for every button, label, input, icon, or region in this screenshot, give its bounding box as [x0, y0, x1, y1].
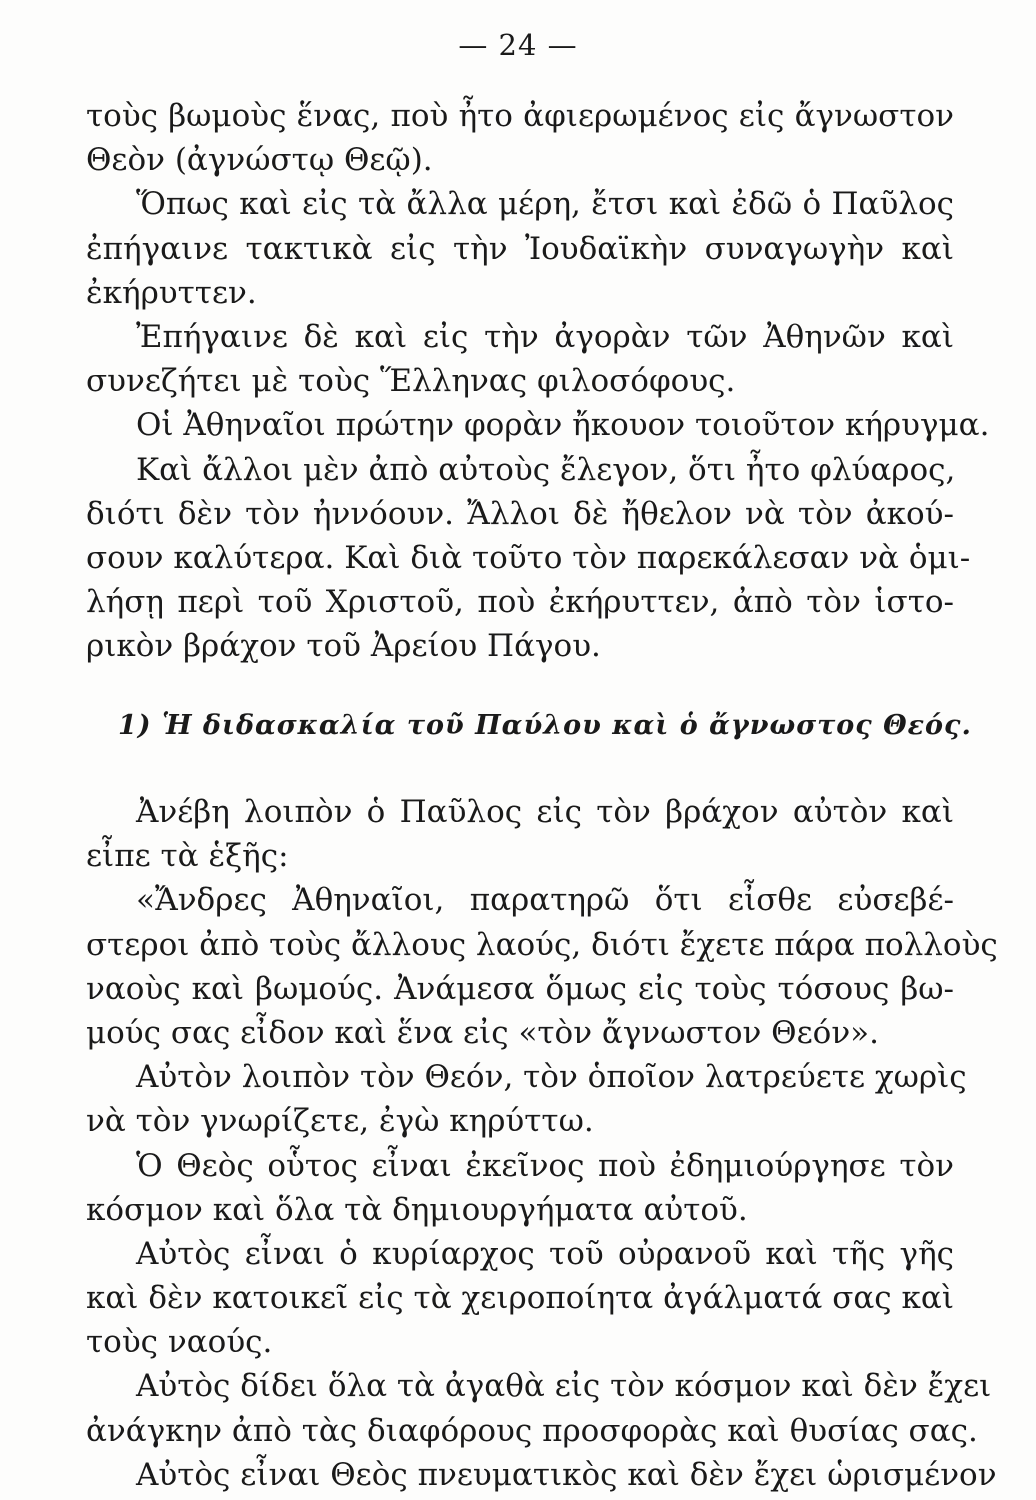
text-line: καὶ δὲν κατοικεῖ εἰς τὰ χειροποίητα ἀγάλματά σας καὶ [86, 1280, 954, 1317]
text-line: Ὅπως καὶ εἰς τὰ ἄλλα μέρη, ἔτσι καὶ ἐδῶ ὁ Παῦλος [136, 186, 954, 223]
text-line: μούς σας εἶδον καὶ ἕνα εἰς «τὸν ἄγνωστον Θεόν». [86, 1014, 879, 1051]
text-line: ρικὸν βράχον τοῦ Ἀρείου Πάγου. [86, 628, 601, 665]
text-line: τοὺς ναούς. [86, 1324, 273, 1361]
page-number: — 24 — [458, 28, 578, 62]
text-line: στεροι ἀπὸ τοὺς ἄλλους λαούς, διότι ἔχετε πάρα πολλοὺς [86, 926, 998, 963]
body-text-top [86, 94, 990, 668]
text-line: συνεζήτει μὲ τοὺς Ἕλληνας φιλοσόφους. [86, 363, 736, 400]
text-line: ἀνάγκην ἀπὸ τὰς διαφόρους προσφορὰς καὶ θυσίας σας. [86, 1412, 978, 1449]
text-line: τοὺς βωμοὺς ἕνας, ποὺ ἦτο ἀφιερωμένος εἰς ἄγνωστον [86, 98, 954, 134]
text-line: Αὐτὸς εἶναι Θεὸς πνευματικὸς καὶ δὲν ἔχει ὡρισμένον [136, 1456, 997, 1493]
text-line: Αὐτὸς εἶναι ὁ κυρίαρχος τοῦ οὐρανοῦ καὶ τῆς γῆς [136, 1235, 954, 1272]
text-line: ἐπήγαινε τακτικὰ εἰς τὴν Ἰουδαϊκὴν συναγωγὴν καὶ [86, 230, 954, 267]
text-line: λήσῃ περὶ τοῦ Χριστοῦ, ποὺ ἐκήρυττεν, ἀπὸ τὸν ἱστο- [86, 584, 954, 621]
text-line: Θεὸν (ἀγνώστῳ Θεῷ). [86, 142, 433, 179]
text-line: νὰ τὸν γνωρίζετε, ἐγὼ κηρύττω. [86, 1103, 594, 1140]
text-line: ἐκήρυττεν. [86, 274, 257, 311]
text-line: «Ἄνδρες Ἀθηναῖοι, παρατηρῶ ὅτι εἶσθε εὐσεβέ- [136, 882, 954, 919]
text-line: εἶπε τὰ ἑξῆς: [86, 838, 289, 875]
text-line: διότι δὲν τὸν ἠννόουν. Ἄλλοι δὲ ἤθελον νὰ τὸν ἀκού- [86, 495, 954, 532]
body-text-bottom [86, 790, 998, 1497]
text-line: κόσμον καὶ ὅλα τὰ δημιουργήματα αὐτοῦ. [86, 1191, 748, 1228]
text-line: Οἱ Ἀθηναῖοι πρώτην φορὰν ἤκουον τοιοῦτον κήρυγμα. [136, 407, 990, 444]
text-line: Ἐπήγαινε δὲ καὶ εἰς τὴν ἀγορὰν τῶν Ἀθηνῶν καὶ [136, 318, 954, 355]
text-line: σουν καλύτερα. Καὶ διὰ τοῦτο τὸν παρεκάλεσαν νὰ ὁμι- [86, 539, 971, 576]
section-heading: 1) Ἡ διδασκαλία τοῦ Παύλου καὶ ὁ ἄγνωστος Θεός. [118, 710, 972, 741]
text-line: Αὐτὸν λοιπὸν τὸν Θεόν, τὸν ὁποῖον λατρεύετε χωρὶς [136, 1059, 967, 1096]
text-line: ναοὺς καὶ βωμούς. Ἀνάμεσα ὅμως εἰς τοὺς τόσους βω- [86, 970, 954, 1007]
text-line: Καὶ ἄλλοι μὲν ἀπὸ αὐτοὺς ἔλεγον, ὅτι ἦτο φλύαρος, [136, 451, 956, 488]
text-line: Αὐτὸς δίδει ὅλα τὰ ἀγαθὰ εἰς τὸν κόσμον καὶ δὲν ἔχει [136, 1368, 992, 1405]
text-line: Ἀνέβη λοιπὸν ὁ Παῦλος εἰς τὸν βράχον αὐτὸν καὶ [136, 794, 954, 830]
text-line: Ὁ Θεὸς οὗτος εἶναι ἐκεῖνος ποὺ ἐδημιούργησε τὸν [136, 1147, 954, 1184]
